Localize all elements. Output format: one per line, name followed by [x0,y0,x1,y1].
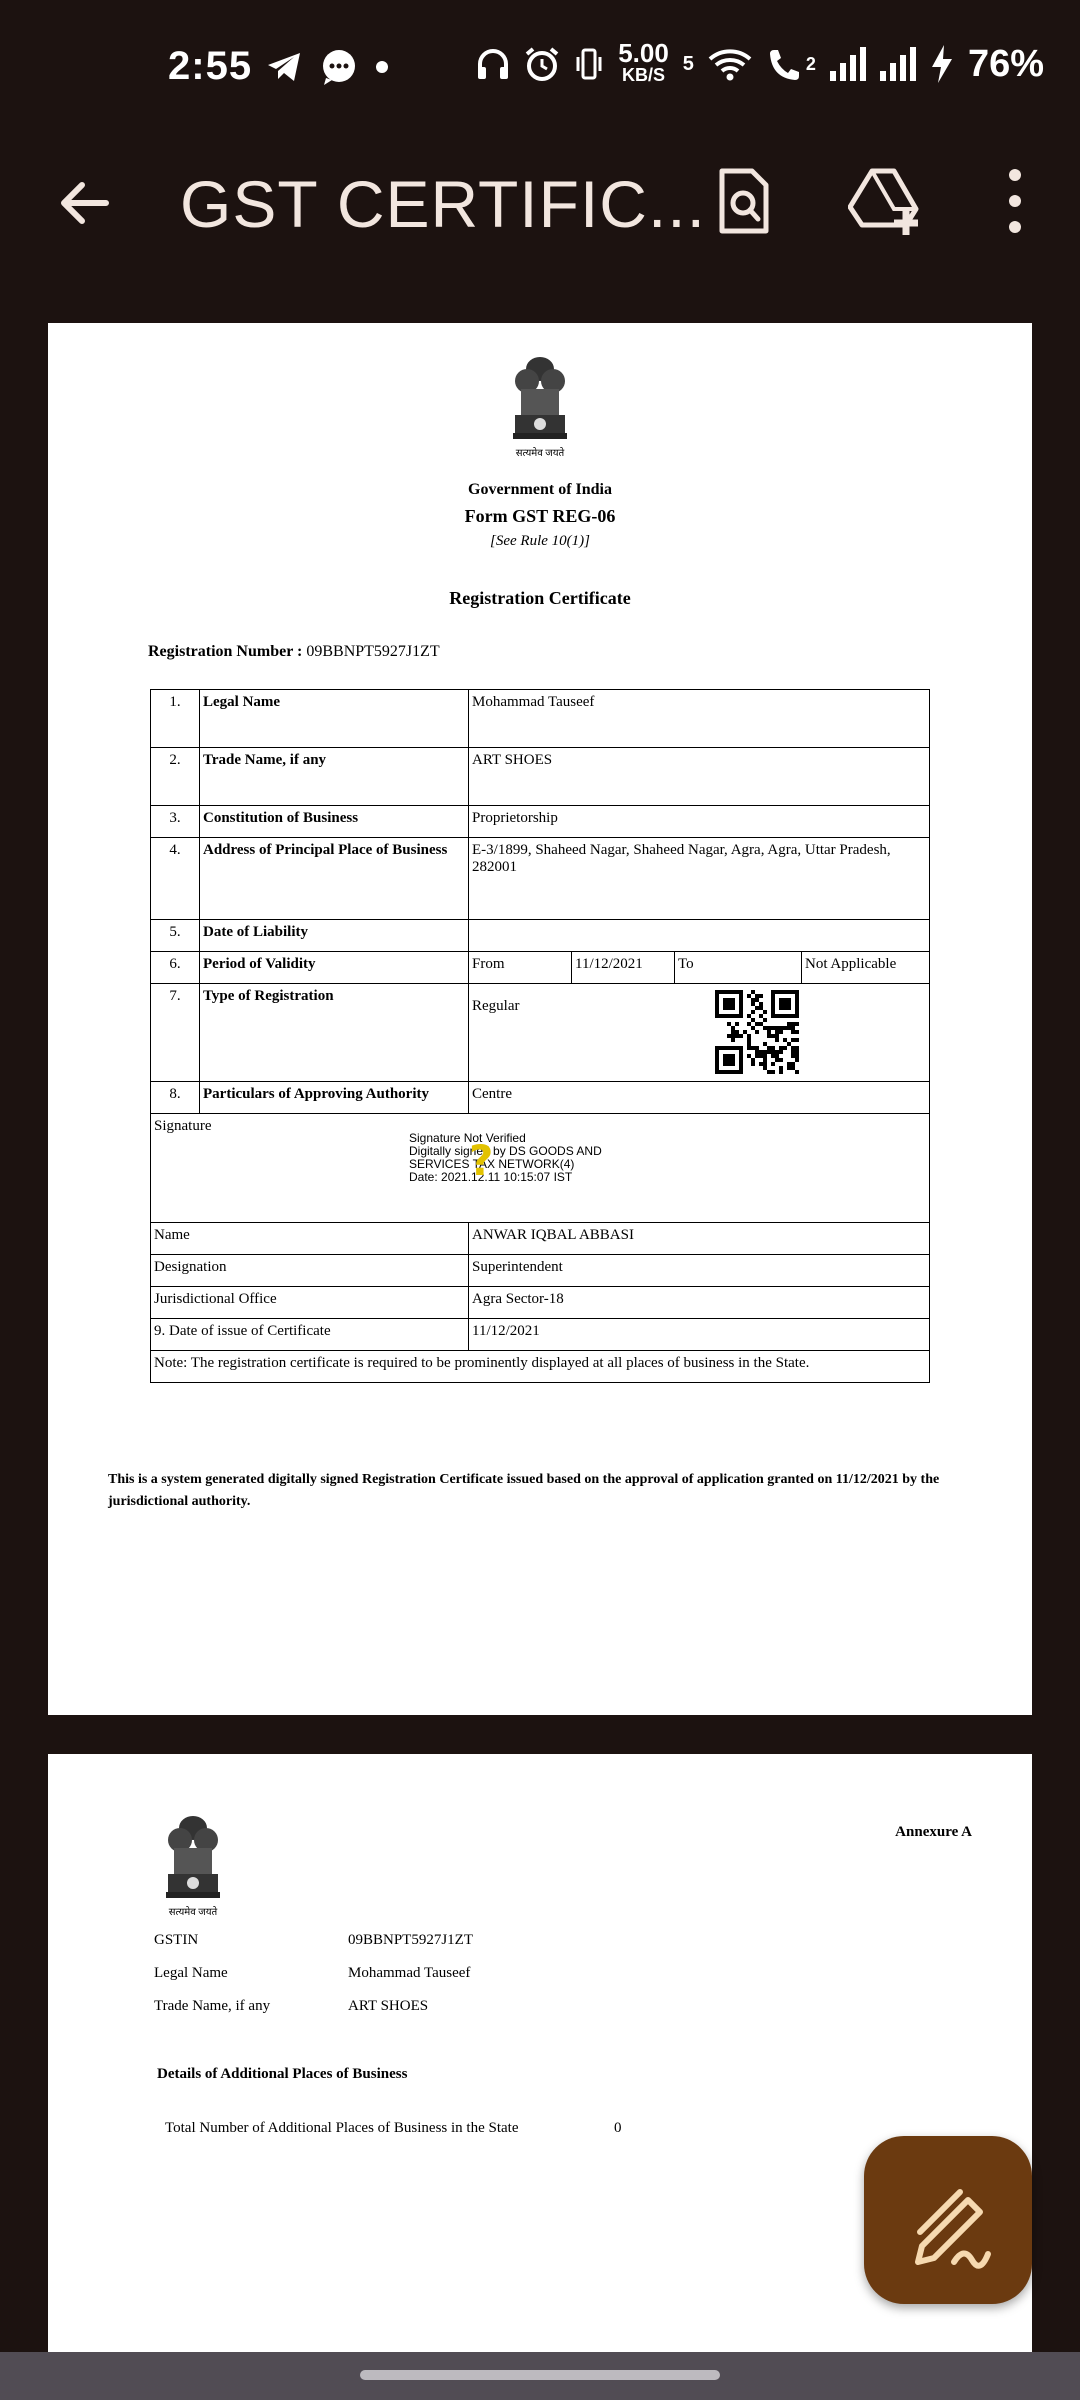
gstin-label: GSTIN [154,1932,199,1948]
app-bar [0,145,1080,275]
row-label: Particulars of Approving Authority [200,1082,469,1114]
legal-name-value: Mohammad Tauseef [348,1965,471,1981]
edit-pen-icon [864,2136,1032,2304]
authority-row [151,1082,930,1114]
wifi-icon [708,47,752,81]
system-generated-footnote: This is a system generated digitally signed Registration Certificate issued based on the approval of application granted on 11/12/2021 by the jurisdictional authority. [108,1472,940,1509]
home-handle[interactable] [360,2370,720,2380]
national-emblem-icon [509,353,571,443]
officer-label: 9. Date of issue of Certificate [151,1319,469,1351]
back-arrow-icon[interactable] [54,173,114,233]
row-number: 6. [151,952,200,984]
validity-to-value: Not Applicable [802,952,930,984]
row-label: Legal Name [200,690,469,748]
officer-value: Agra Sector-18 [469,1287,930,1319]
total-places-label: Total Number of Additional Places of Business in the State [165,2120,519,2136]
clock: 2:55 [168,44,253,88]
status-bar [0,0,1080,145]
row-number: 2. [151,748,200,806]
pdf-page-1 [48,323,1032,1715]
row-value: E-3/1899, Shaheed Nagar, Shaheed Nagar, Agra, Agra, Uttar Pradesh, 282001 [469,838,930,920]
officer-row [151,1287,930,1319]
gov-heading: Government of India [468,481,612,498]
row-label: Period of Validity [200,952,469,984]
row-label: Trade Name, if any [200,748,469,806]
signature-label: Signature [154,1118,212,1134]
certificate-note: Note: The registration certificate is required to be prominently displayed at all places of business in the State. [151,1351,930,1383]
total-places-value: 0 [614,2120,622,2136]
row-number: 1. [151,690,200,748]
trade-name-value: ART SHOES [348,1998,429,2014]
row-number: 3. [151,806,200,838]
row-label: Address of Principal Place of Business [200,838,469,920]
row-value [469,920,930,952]
row-number: 5. [151,920,200,952]
table-row [151,838,930,920]
add-to-drive-icon[interactable] [848,165,920,237]
national-emblem-icon [162,1812,224,1902]
document-title: GST CERTIFIC... [180,167,706,241]
validity-from-date: 11/12/2021 [572,952,675,984]
row-value: Regular [472,998,520,1014]
annexure-label: Annexure A [895,1824,972,1840]
edit-fab-button[interactable] [864,2136,1032,2304]
system-icons [476,38,1044,86]
trade-name-label: Trade Name, if any [154,1998,271,2014]
row-value: Mohammad Tauseef [469,690,930,748]
speed-unit: KB/S [621,65,665,85]
row-label: Date of Liability [200,920,469,952]
rule-heading: [See Rule 10(1)] [490,533,590,549]
network-speed [618,38,669,86]
alarm-icon [524,46,560,82]
officer-row [151,1319,930,1351]
certificate-heading: Registration Certificate [449,588,631,608]
charging-icon [930,45,954,83]
chat-bubble-icon [320,48,358,86]
battery-percent: 76% [967,42,1044,85]
table-row [151,690,930,748]
row-value: Proprietorship [469,806,930,838]
row-value: Centre [469,1082,930,1114]
signature-unverified-icon: ? [469,1136,494,1185]
wifi-label: 5 [682,52,694,75]
validity-row [151,952,930,984]
gstin-value: 09BBNPT5927J1ZT [348,1932,474,1948]
row-number: 7. [151,984,200,1082]
row-value: ART SHOES [469,748,930,806]
row-label: Constitution of Business [200,806,469,838]
row-label: Type of Registration [200,984,469,1082]
emblem-caption: सत्यमेव जयते [515,448,565,459]
signature-signer-line1: Digitally signed by DS GOODS AND [409,1144,602,1158]
note-row [151,1351,930,1383]
signal-strength-sim1-icon [830,47,866,81]
officer-row [151,1255,930,1287]
registration-number-label: Registration Number : [148,643,303,660]
table-row [151,806,930,838]
officer-row [151,1223,930,1255]
officer-value: Superintendent [469,1255,930,1287]
form-heading: Form GST REG-06 [464,506,616,526]
validity-from-label: From [469,952,572,984]
table-row [151,748,930,806]
legal-name-label: Legal Name [154,1965,228,1981]
more-notifications-dot [376,61,388,73]
validity-to-label: To [675,952,802,984]
table-row [151,920,930,952]
headphones-icon [476,47,510,81]
officer-label: Jurisdictional Office [151,1287,469,1319]
additional-places-heading: Details of Additional Places of Business [157,2066,408,2082]
signature-cell [151,1114,930,1223]
row-number: 8. [151,1082,200,1114]
signal-strength-sim2-icon [880,47,916,81]
gesture-nav-bar [0,2352,1080,2400]
row-number: 4. [151,838,200,920]
notification-icons [266,48,388,86]
wifi-calling-icon [766,46,806,82]
officer-value: 11/12/2021 [469,1319,930,1351]
type-row [151,984,930,1082]
registration-number: 09BBNPT5927J1ZT [306,643,440,660]
more-vert-icon[interactable] [980,165,1050,237]
type-value-cell [469,984,930,1082]
sim-label: 2 [805,53,816,74]
officer-value: ANWAR IQBAL ABBASI [469,1223,930,1255]
qr-code-icon [715,990,799,1074]
officer-label: Name [151,1223,469,1255]
signature-row [151,1114,930,1223]
registration-number-line [148,643,440,661]
telegram-icon [266,51,302,83]
vibrate-icon [574,47,604,81]
certificate-table [150,689,930,1383]
officer-label: Designation [151,1255,469,1287]
signature-signer-line2: SERVICES TAX NETWORK(4) [409,1157,575,1171]
digital-signature-block [409,1132,602,1184]
signature-status: Signature Not Verified [409,1131,526,1145]
speed-value: 5.00 [618,38,669,68]
signature-date: Date: 2021.12.11 10:15:07 IST [409,1170,573,1184]
emblem-caption: सत्यमेव जयते [168,1907,218,1918]
search-document-icon[interactable] [708,165,780,237]
